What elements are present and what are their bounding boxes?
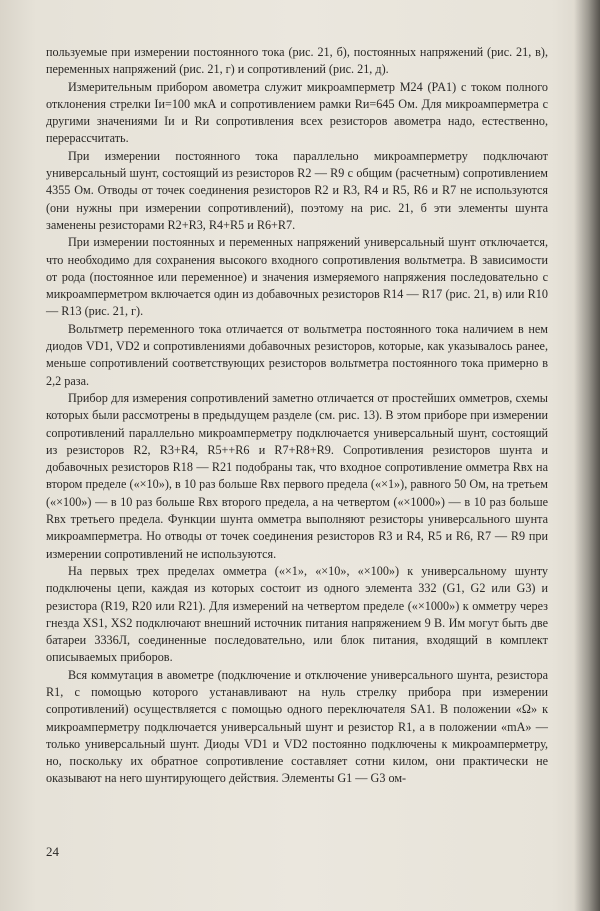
paragraph-5: Вольтметр переменного тока отличается от вольтметра постоянного тока наличием в нем диодов VD1, VD2 и сопротивлениями добавочных резисторов, которые, как указывалось ранее, меньше сопротивлений соответствующих резисторов вольтметра постоянного тока примерно в 2,2 раза. (46, 321, 548, 388)
body-text (46, 44, 548, 788)
paragraph-3: При измерении постоянного тока параллельно микроамперметру подключают универсальный шунт, состоящий из резисторов R2 — R9 с общим (расчетным) сопротивлением 4355 Ом. Отводы от точек соединения резисторов R2 и R3, R4 и R5, R6 и R7 не используются (они нужны при измерении сопротивлений), поэтому на рис. 21, б эти элементы шунта заменены резисторами R2+R3, R4+R5 и R6+R7. (46, 148, 548, 232)
paragraph-6: Прибор для измерения сопротивлений заметно отличается от простейших омметров, схемы которых были рассмотрены в предыдущем разделе (см. рис. 13). В этом приборе при измерении сопротивлений параллельно микроамперметру подключается универсальный шунт, состоящий из резисторов R2, R3+R4, R5++R6 и R7+R8+R9. Сопротивления резисторов шунта и добавочных резисторов R18 — R21 подобраны так, что входное сопротивление омметра Rвх на втором пределе («×10»), в 10 раз больше Rвх первого предела («×1»), равного 50 Ом, на третьем («×100») — в 10 раз больше Rвх второго предела, а на четвертом («×1000») — в 10 раз больше Rвх третьего предела. Функции шунта омметра выполняют резисторы универсального шунта микроамперметра. Но отводы от точек соединения резисторов R3 и R4, R5 и R6, R7 — R9 при измерении сопротивлений не используются. (46, 390, 548, 561)
paragraph-1: пользуемые при измерении постоянного тока (рис. 21, б), постоянных напряжений (рис. 21, в), переменных напряжений (рис. 21, г) и сопротивлений (рис. 21, д). (46, 45, 548, 77)
paragraph-7: На первых трех пределах омметра («×1», «×10», «×100») к универсальному шунту подключены цепи, каждая из которых состоит из одного элемента 332 (G1, G2 или G3) и резистора (R19, R20 или R21). Для измерений на четвертом пределе («×1000») к омметру через гнезда XS1, XS2 подключают внешний источник питания напряжением 9 В. Им могут быть две батареи 3336Л, соединенные последовательно, или блок питания, входящий в комплект описываемых приборов. (46, 563, 548, 665)
paragraph-4: При измерении постоянных и переменных напряжений универсальный шунт отключается, что необходимо для сохранения высокого входного сопротивления вольтметра. В зависимости от рода (постоянное или переменное) и значения измеряемого напряжения последовательно с микроамперметром включается один из добавочных резисторов R14 — R17 (рис. 21, в) или R10 — R13 (рис. 21, г). (46, 235, 548, 319)
paragraph-8: Вся коммутация в авометре (подключение и отключение универсального шунта, резистора R1, с помощью которого устанавливают на нуль стрелку прибора при измерении сопротивлений) осуществляется с помощью одного переключателя SA1. В положении «Ω» к микроамперметру подключается универсальный шунт и резистор R1, а в положении «mA» — только универсальный шунт. Диоды VD1 и VD2 постоянно подключены к микроамперметру, но, поскольку их обратное сопротивление составляет сотни килом, они практически не оказывают на него шунтирующего действия. Элементы G1 — G3 ом- (46, 667, 548, 786)
page-edge-shadow (574, 0, 600, 911)
paragraph-2: Измерительным прибором авометра служит микроамперметр М24 (PA1) с током полного отклонения стрелки Iи=100 мкА и сопротивлением рамки Rи=645 Ом. Для микроамперметра с другими значениями Iи и Rи сопротивления всех резисторов авометра надо, естественно, перерассчитать. (46, 79, 548, 146)
page-number: 24 (46, 844, 59, 859)
